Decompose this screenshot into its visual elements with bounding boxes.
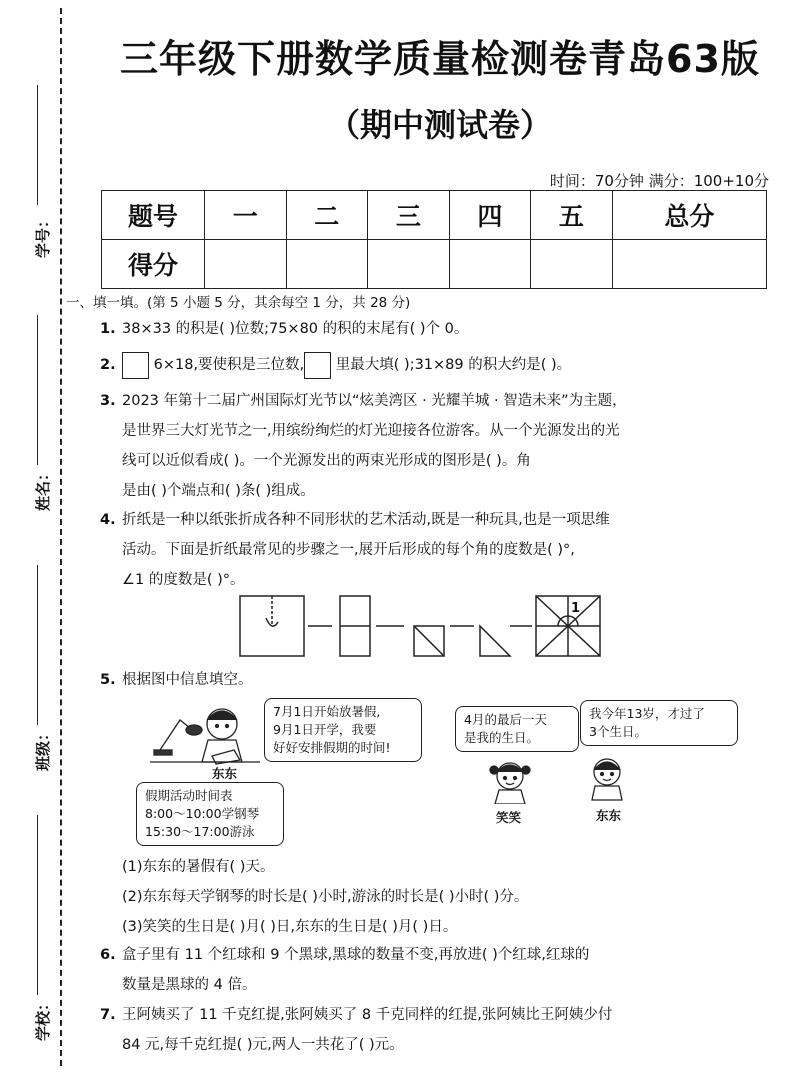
dongdong-standing-illustration [582,752,632,802]
score-input-cell[interactable] [612,240,766,289]
question-6 [100,940,760,1000]
lamp-arm [160,720,190,750]
score-row-label: 得分 [102,240,205,289]
score-header-cell: 题号 [102,191,205,240]
question-line: 王阿姨买了 11 千克红提,张阿姨买了 8 千克同样的红提,张阿姨比王阿姨少付 [122,1007,613,1023]
holiday-schedule-box [136,782,284,846]
girl-eye [514,777,517,780]
girl-hair-bun [490,766,498,774]
exam-meta: 时间：70分钟 满分：100+10分 [549,172,769,190]
bubble-line: 好好安排假期的时间! [273,740,391,755]
score-header-cell: 三 [368,191,450,240]
girl-eye [504,777,507,780]
question-line: 活动。下面是折纸最常见的步骤之一,展开后形成的每个角的度数是( )°, [122,542,575,558]
student-id-label: 学号： [34,212,53,259]
question-number: 7. [100,1007,116,1023]
section-title: 一、填一填。(第 5 小题 5 分，其余每空 1 分，共 28 分) [66,295,411,311]
girl-mouth [506,783,514,785]
boy-eye [216,725,219,728]
boy-hair [207,711,237,720]
question-number: 5. [100,672,116,688]
question-line: 线可以近似看成( )。一个光源发出的两束光形成的图形是( )。角 [122,453,531,469]
boy-body [202,740,242,762]
boy-eye [611,773,614,776]
xiaoxiao-illustration [485,754,535,804]
boy-body [592,786,622,800]
question-7 [100,1000,760,1060]
question-3 [100,386,760,506]
dongdong2-name: 东东 [596,808,622,823]
score-header-cell: 二 [286,191,368,240]
question-line: ∠1 的度数是( )°。 [122,572,245,588]
question-line: 是世界三大灯光节之一,用缤纷绚烂的灯光迎接各位游客。从一个光源发出的光 [122,423,620,439]
bubble-line: 4月的最后一天 [464,712,547,727]
name-label: 姓名： [34,465,53,512]
name-rule [37,315,38,465]
question-text-row [122,350,760,380]
schedule-item: 15:30～17:00游泳 [145,824,255,839]
question-4 [100,505,760,595]
question-number: 4. [100,512,116,528]
bubble-line: 3个生日。 [589,724,647,739]
schedule-item: 8:00～10:00学钢琴 [145,806,260,821]
girl-body [495,790,525,804]
angle-label: 1 [571,601,581,616]
question-line: 2023 年第十二届广州国际灯光节以“炫美湾区 · 光耀羊城 · 智造未来”为主题， [122,393,627,409]
score-input-cell[interactable] [286,240,368,289]
xiaoxiao-name: 笑笑 [496,810,522,825]
page-subtitle: （期中测试卷） [327,106,552,144]
score-table-score-row [102,240,767,289]
page-title: 三年级下册数学质量检测卷青岛63版 [120,37,760,81]
question-line: 是由( )个端点和( )条( )组成。 [122,483,315,499]
paper-folding-figure [236,592,606,660]
dongdong-name: 东东 [212,766,238,781]
xiaoxiao-speech-bubble [455,706,579,752]
school-label: 学校： [34,995,53,1042]
score-input-cell[interactable] [205,240,287,289]
q5-sub-1: (1)东东的暑假有( )天。 [122,859,275,875]
question-line: 84 元,每千克红提( )元,两人一共花了( )元。 [122,1037,404,1053]
schedule-title: 假期活动时间表 [145,788,233,803]
dongdong-speech-bubble [264,698,422,762]
boy-eye [601,773,604,776]
q5-sub-2: (2)东东每天学钢琴的时长是( )小时,游泳的时长是( )小时( )分。 [122,889,529,905]
bubble-line: 7月1日开始放暑假, [273,704,381,719]
question-1 [100,314,760,344]
boy-eye [226,725,229,728]
score-header-cell: 四 [449,191,531,240]
question-number: 1. [100,321,116,337]
dongdong-desk-illustration [150,700,260,770]
score-input-cell[interactable] [368,240,450,289]
blank-box[interactable] [122,352,149,379]
question-line: 数量是黑球的 4 倍。 [122,977,257,993]
lamp-base [154,750,172,755]
question-number: 3. [100,393,116,409]
lamp-head [186,725,202,735]
question-line: 盒子里有 11 个红球和 9 个黑球,黑球的数量不变,再放进( )个红球,红球的 [122,947,590,963]
bubble-line: 9月1日开学，我要 [273,722,377,737]
class-label: 班级： [34,725,53,772]
score-input-cell[interactable] [449,240,531,289]
question-text: 38×33 的积是( )位数;75×80 的积的末尾有( )个 0。 [122,321,469,337]
folded-triangle [480,626,510,656]
score-header-cell: 总分 [612,191,766,240]
question-number: 6. [100,947,116,963]
school-rule [37,815,38,995]
score-header-cell: 一 [205,191,287,240]
score-table-header-row [102,191,767,240]
question-number: 2. [100,357,116,373]
score-input-cell[interactable] [531,240,613,289]
student-id-rule [37,85,38,205]
bubble-line: 我今年13岁，才过了 [589,706,705,721]
class-rule [37,565,38,725]
q5-sub-3: (3)笑笑的生日是( )月( )日,东东的生日是( )月( )日。 [122,919,458,935]
girl-hair-bun [522,766,530,774]
blank-box[interactable] [304,352,331,379]
question-line: 折纸是一种以纸张折成各种不同形状的艺术活动,既是一种玩具,也是一项思维 [122,512,610,528]
question-text-part: 6×18,要使积是三位数, [153,357,305,373]
dongdong-age-bubble [580,700,738,746]
question-text-part: 里最大填( );31×89 的积大约是( )。 [335,357,572,373]
fold-diagonal [414,626,444,656]
question-5 [100,665,760,695]
binding-line [60,8,62,1066]
boy-mouth [603,779,611,781]
score-header-cell: 五 [531,191,613,240]
bubble-line: 是我的生日。 [464,730,540,745]
question-2 [100,350,760,380]
score-table [101,190,767,289]
question-text: 根据图中信息填空。 [122,672,253,688]
